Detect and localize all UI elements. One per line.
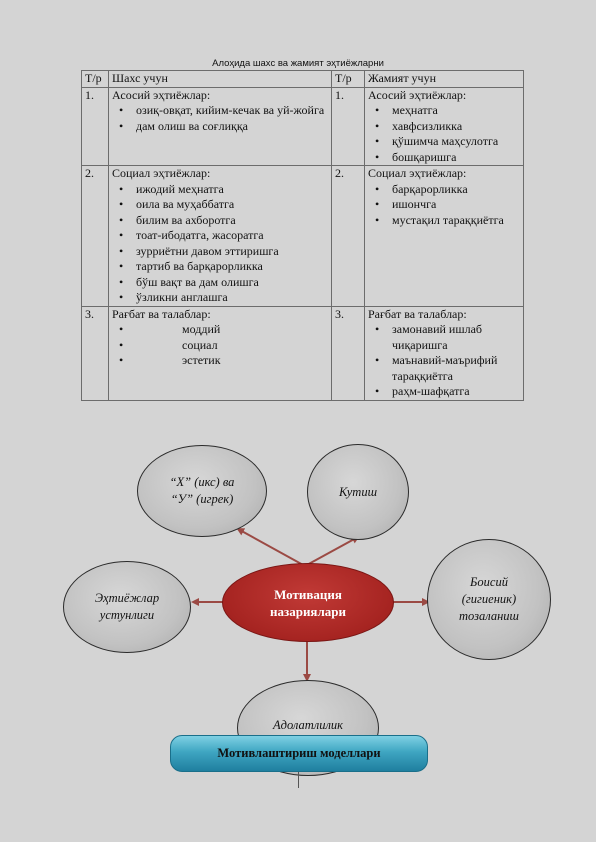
society-section-title: Социал эҳтиёжлар:: [368, 166, 467, 180]
list-item: • раҳм-шафқатга: [392, 384, 520, 400]
list-item: • меҳнатга: [392, 103, 520, 119]
list-item: • социал: [182, 338, 328, 354]
society-cell: [365, 87, 524, 166]
node-text: “У” (игрек): [170, 492, 234, 506]
list-item: • барқарорликка: [392, 182, 520, 198]
node-expectation: [307, 444, 409, 540]
list-item: • бошқаришга: [392, 150, 520, 166]
motivation-models-banner: Мотивлаштириш моделлари: [170, 735, 428, 772]
table-header-row: [82, 71, 524, 88]
header-num-society: Т/р: [332, 71, 365, 88]
list-item: • хавфсизликка: [392, 119, 520, 135]
list-item: • тоат-ибодатга, жасоратга: [136, 228, 328, 244]
node-needs-hierarchy: [63, 561, 191, 653]
table-row: [82, 87, 524, 166]
arrow-to-kutish: [305, 537, 358, 566]
list-item: • оила ва муҳаббатга: [136, 197, 328, 213]
list-item: • мустақил тараққиётга: [392, 213, 520, 229]
personal-section-title: Социал эҳтиёжлар:: [112, 166, 211, 180]
personal-section-title: Рағбат ва талаблар:: [112, 306, 211, 321]
personal-cell: [109, 87, 332, 166]
header-num-personal: Т/р: [82, 71, 109, 88]
table-row: [82, 306, 524, 400]
node-text: устунлиги: [99, 608, 155, 622]
society-section-title: Рағбат ва талаблар:: [368, 306, 467, 321]
node-text: тозаланиш: [459, 609, 519, 623]
list-item: • тартиб ва барқарорликка: [136, 259, 328, 275]
header-personal: Шахс учун: [109, 71, 332, 88]
list-item: • маънавий-маърифий тараққиётга: [392, 353, 520, 384]
node-hygiene: [427, 539, 551, 660]
node-text: Эҳтиёжлар: [94, 591, 160, 605]
node-text: Адолатлилик: [272, 718, 344, 732]
center-motivation-theories: [222, 563, 394, 642]
personal-cell: [109, 306, 332, 400]
node-text: Боисий: [470, 575, 508, 589]
banner-connector-line: [298, 772, 299, 788]
personal-section-title: Асосий эҳтиёжлар:: [112, 87, 211, 102]
row-num-society: 2.: [332, 166, 365, 307]
node-text: Кутиш: [338, 484, 378, 499]
list-item: • замонавий ишлаб чиқаришга: [392, 322, 520, 353]
list-item: • қўшимча маҳсулотга: [392, 134, 520, 150]
list-item: • озиқ-овқат, кийим-кечак ва уй-жойга: [136, 103, 328, 119]
list-item: • бўш вақт ва дам олишга: [136, 275, 328, 291]
arrow-to-xy: [238, 529, 305, 566]
list-item: • эстетик: [182, 353, 328, 369]
personal-cell: [109, 166, 332, 307]
list-item: • ишончга: [392, 197, 520, 213]
society-section-title: Асосий эҳтиёжлар:: [368, 87, 467, 102]
needs-table: [81, 70, 524, 401]
row-num-personal: 3.: [82, 306, 109, 400]
node-text: (гигиеник): [461, 592, 517, 606]
list-item: • дам олиш ва соғлиққа: [136, 119, 328, 135]
center-text: Мотивация: [274, 586, 342, 602]
header-society: Жамият учун: [365, 71, 524, 88]
row-num-society: 1.: [332, 87, 365, 166]
list-item: • билим ва ахборотга: [136, 213, 328, 229]
node-xy-theory: [137, 445, 267, 537]
list-item: • ўзликни англашга: [136, 290, 328, 306]
list-item: • моддий: [182, 322, 328, 338]
society-cell: [365, 166, 524, 307]
node-text: “X” (икс) ва: [169, 475, 235, 489]
table-caption: Алоҳида шахс ва жамият эҳтиёжларни: [212, 58, 384, 69]
society-cell: [365, 306, 524, 400]
list-item: • зурриётни давом эттиришга: [136, 244, 328, 260]
row-num-personal: 1.: [82, 87, 109, 166]
table-row: [82, 166, 524, 307]
row-num-personal: 2.: [82, 166, 109, 307]
row-num-society: 3.: [332, 306, 365, 400]
center-text: назариялари: [270, 603, 346, 619]
list-item: • ижодий меҳнатга: [136, 182, 328, 198]
